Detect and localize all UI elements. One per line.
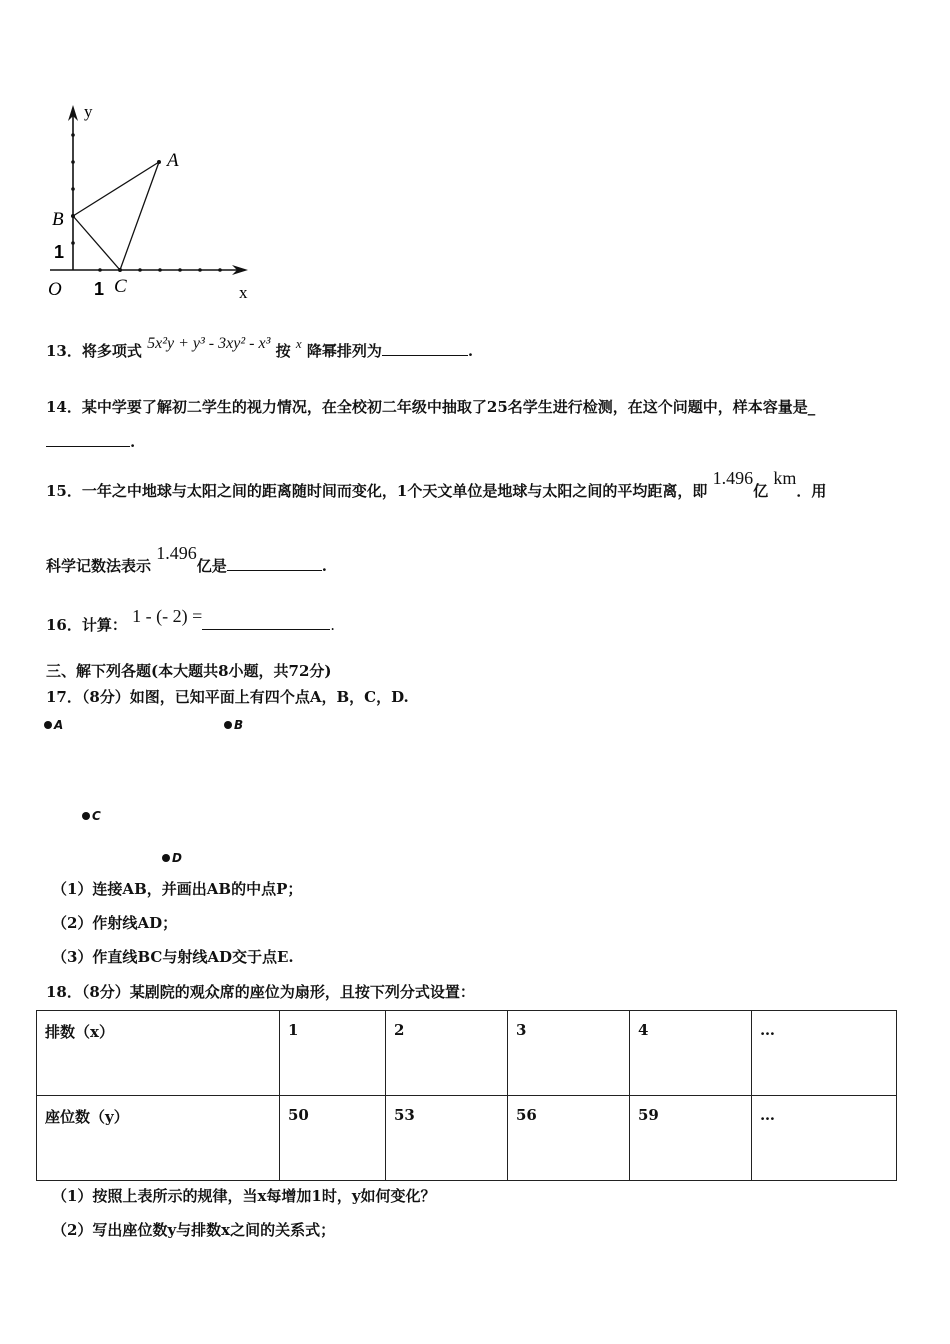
q15-km: km (773, 468, 797, 488)
table-cell: … (752, 1011, 897, 1096)
x-tick-label: 1 (94, 279, 105, 299)
table-cell: 座位数（y） (37, 1096, 280, 1181)
q15-answer-blank[interactable] (227, 556, 322, 571)
point-b-label: B (52, 209, 64, 230)
question-13 (46, 335, 474, 361)
q13-prefix: 13．将多项式 (46, 342, 142, 360)
point-d-text: D (172, 851, 182, 865)
q15-end: . (321, 557, 327, 575)
x-axis-label: x (239, 283, 248, 302)
section-3-title: 三、解下列各题(本大题共8小题，共72分) (46, 662, 332, 680)
q15-line2-yi: 亿是 (196, 557, 227, 575)
point-b (224, 714, 243, 733)
q15-line1-end: ．用 (796, 482, 827, 500)
question-18-title: 18．（8分）某剧院的观众席的座位为扇形，且按下列分式设置： (46, 983, 475, 1001)
table-cell: 4 (630, 1011, 752, 1096)
table-row (37, 1011, 897, 1096)
q17-sub3: （3）作直线BC与射线AD交于点E. (52, 948, 294, 966)
q15-line2: 科学记数法表示 (46, 557, 152, 575)
table-cell: 1 (280, 1011, 386, 1096)
q14-end: . (130, 433, 136, 451)
q17-sub1: （1）连接AB，并画出AB的中点P； (52, 880, 303, 898)
table-row (37, 1096, 897, 1181)
question-17-title: 17．（8分）如图，已知平面上有四个点A，B，C，D. (46, 688, 409, 706)
seat-table (36, 1010, 897, 1181)
table-cell: 53 (386, 1096, 508, 1181)
point-b-dot (224, 721, 232, 729)
q16-answer-blank[interactable] (202, 615, 330, 630)
q15-line1: 15．一年之中地球与太阳之间的距离随时间而变化，1个天文单位是地球与太阳之间的平均距离，即 (46, 482, 708, 500)
q18-sub1: （1）按照上表所示的规律，当x每增加1时，y如何变化？ (52, 1187, 436, 1205)
q15-number: 1.496 (712, 468, 754, 488)
q15-line2-number: 1.496 (156, 543, 197, 563)
table-cell: 59 (630, 1096, 752, 1181)
point-a-text: A (54, 718, 64, 732)
q14-answer-blank[interactable] (46, 432, 130, 447)
question-16 (46, 606, 336, 635)
point-c (82, 805, 101, 824)
table-cell: 2 (386, 1011, 508, 1096)
question-15-cont (46, 543, 327, 576)
q16-prefix: 16．计算： (46, 616, 127, 634)
q16-end: . (330, 616, 336, 634)
table-cell: 56 (508, 1096, 630, 1181)
point-d-dot (162, 854, 170, 862)
q13-answer-blank[interactable] (382, 341, 468, 356)
point-c-dot (82, 812, 90, 820)
q13-suffix: 降幂排列为 (306, 342, 382, 360)
q17-sub2: （2）作射线AD； (52, 914, 178, 932)
point-c-text: C (92, 809, 101, 823)
point-a-dot (44, 721, 52, 729)
question-14-cont (46, 432, 135, 451)
origin-label: O (48, 279, 62, 300)
y-tick-label: 1 (54, 242, 65, 262)
question-15 (46, 468, 827, 501)
coordinate-graph (40, 95, 270, 310)
table-cell: … (752, 1096, 897, 1181)
point-c-label: C (114, 276, 127, 297)
question-14 (46, 396, 815, 417)
q16-expression: 1 - (- 2) = (132, 606, 203, 626)
y-axis-label: y (84, 102, 93, 121)
point-d (162, 847, 182, 866)
q13-polynomial: 5x²y + y³ - 3xy² - x³ (147, 335, 271, 352)
table-cell: 排数（x） (37, 1011, 280, 1096)
q14-text: 14．某中学要了解初二学生的视力情况，在全校初二年级中抽取了25名学生进行检测，在这个问题中，样本容量是_ (46, 398, 816, 416)
q18-sub2: （2）写出座位数y与排数x之间的关系式； (52, 1221, 336, 1239)
table-cell: 3 (508, 1011, 630, 1096)
table-cell: 50 (280, 1096, 386, 1181)
point-a (44, 714, 63, 733)
q13-variable: x (295, 336, 302, 351)
q13-end: . (467, 342, 474, 360)
q15-yi: 亿 (753, 482, 769, 500)
point-b-text: B (234, 718, 244, 732)
q13-mid: 按 (275, 342, 291, 360)
point-a-label: A (167, 150, 179, 171)
